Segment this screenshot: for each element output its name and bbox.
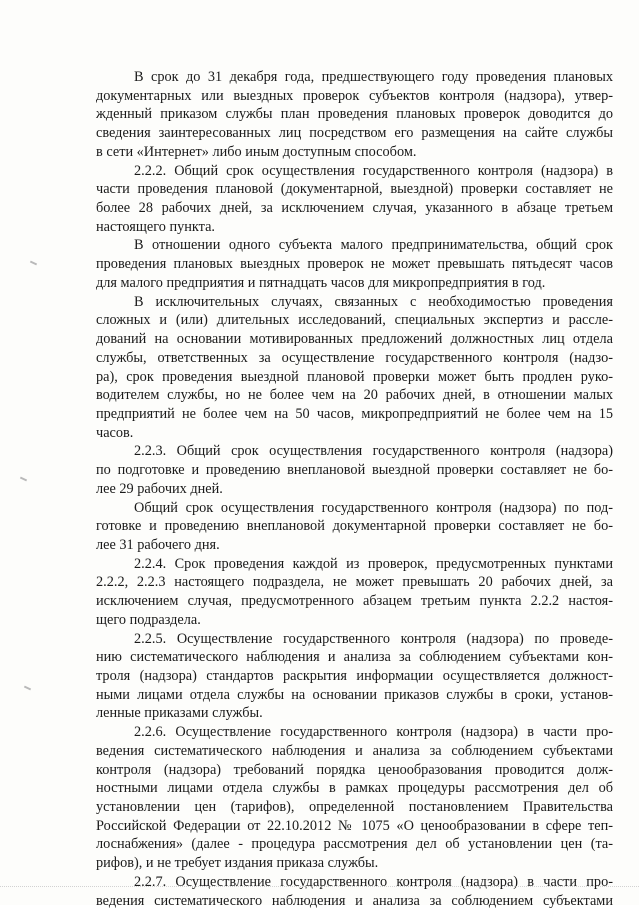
paragraph — [96, 723, 613, 873]
bottom-edge — [0, 886, 639, 888]
text-line: 2.2.7. Осуществление государственного контроля (надзора) в части про- — [134, 873, 613, 890]
text-line: настоящего пункта. — [96, 218, 215, 235]
text-line: готовке и проведению внеплановой документарной проверки составляет не бо- — [96, 518, 613, 535]
paragraph — [96, 873, 613, 910]
text-line: 2.2.5. Осуществление государственного контроля (надзора) по проведе- — [134, 630, 613, 647]
text-line: щего подраздела. — [96, 611, 201, 628]
text-line: водителем службы, но не более чем на 20 рабочих дней, в отношении малых — [96, 387, 613, 404]
paragraph — [96, 442, 613, 498]
paragraph — [96, 555, 613, 630]
text-line: предприятий не более чем на 50 часов, микропредприятий не более чем на 15 — [96, 405, 613, 422]
text-line: установлении цен (тарифов), определенной постановлением Правительства — [96, 799, 613, 816]
text-line: сложных и (или) длительных исследований, специальных экспертиз и рассле- — [96, 312, 613, 329]
text-line: В срок до 31 декабря года, предшествующего году проведения плановых — [134, 69, 613, 85]
text-line: контроля (надзора) требований порядка ценообразования проводится долж- — [96, 761, 613, 778]
text-line: троля (надзора) стандартов раскрытия информации осуществляется должност- — [96, 668, 613, 684]
paragraph — [96, 68, 613, 162]
margin-mark — [30, 261, 37, 266]
text-line: 2.2.3. Общий срок осуществления государственного контроля (надзора) — [134, 443, 613, 460]
text-line: ведения систематического наблюдения и анализа за соблюдением субъектами — [96, 892, 613, 909]
text-line: лее 29 рабочих дней. — [96, 480, 223, 497]
text-line: В отношении одного субъекта малого предпринимательства, общий срок — [134, 237, 613, 254]
text-line: для малого предприятия и пятнадцать часов для микропредприятия в год. — [96, 274, 546, 291]
paragraph — [96, 236, 613, 292]
text-line: сведения заинтересованных лиц посредством его размещения на сайте службы — [96, 125, 613, 142]
text-line: 2.2.2. Общий срок осуществления государственного контроля (надзора) в — [134, 162, 613, 179]
text-line: лоснабжения» (далее - процедура рассмотрения дел об установлении цен (та- — [96, 836, 613, 853]
margin-mark — [20, 477, 27, 482]
text-line: ведения систематического наблюдения и анализа за соблюдением субъектами — [96, 742, 613, 759]
text-line: службы, ответственных за осуществление государственного контроля (надзо- — [96, 349, 613, 366]
text-line: проведения плановых выездных проверок не может превышать пятьдесят часов — [96, 256, 613, 273]
paragraph — [96, 630, 613, 724]
text-line: 2.2.2, 2.2.3 настоящего подраздела, не может превышать 20 рабочих дней, за — [96, 574, 613, 591]
text-line: в сети «Интернет» либо иным доступным способом. — [96, 143, 417, 160]
text-line: 2.2.6. Осуществление государственного контроля (надзора) в части про- — [134, 724, 613, 741]
text-line: 2.2.4. Срок проведения каждой из проверок, предусмотренных пунктами — [134, 555, 613, 572]
margin-mark — [24, 686, 31, 691]
text-line: дований на основании мотивированных предложений должностных лиц отдела — [96, 331, 613, 348]
text-line: более 28 рабочих дней, за исключением случая, указанного в абзаце третьем — [96, 200, 613, 217]
text-line: рифов), и не требует издания приказа службы. — [96, 855, 379, 872]
text-line: нию систематического наблюдения и анализа за соблюдением субъектами кон- — [96, 649, 613, 666]
text-line: Российской Федерации от 22.10.2012 № 1075 «О ценообразовании в сфере теп- — [96, 817, 613, 834]
text-line: ленные приказами службы. — [96, 705, 263, 722]
text-line: части проведения плановой (документарной, выездной) проверки составляет не — [96, 181, 613, 198]
text-line: Общий срок осуществления государственного контроля (надзора) по под- — [134, 499, 613, 516]
text-line: ными лицами отдела службы на основании приказов службы в сроки, установ- — [96, 686, 613, 703]
paragraph — [96, 162, 613, 237]
text-line: ностными лицами отдела службы в рамках процедуры рассмотрения дел об — [96, 780, 613, 797]
paragraph — [96, 293, 613, 443]
text-line: ра), срок проведения выездной плановой проверки может быть продлен руко- — [96, 368, 613, 385]
text-line: часов. — [96, 424, 134, 441]
text-line: лее 31 рабочего дня. — [96, 536, 220, 553]
paragraph — [96, 499, 613, 555]
text-line: исключением случая, предусмотренного абзацем третьим пункта 2.2.2 настоя- — [96, 593, 613, 610]
text-line: жденный приказом службы план проведения плановых проверок доводится до — [96, 106, 613, 123]
text-line: В исключительных случаях, связанных с необходимостью проведения — [134, 293, 613, 310]
document-body — [96, 68, 613, 910]
text-line: по подготовке и проведению внеплановой выездной проверки составляет не бо- — [96, 462, 613, 479]
text-line: документарных или выездных проверок субъектов контроля (надзора), утвер- — [96, 87, 613, 104]
